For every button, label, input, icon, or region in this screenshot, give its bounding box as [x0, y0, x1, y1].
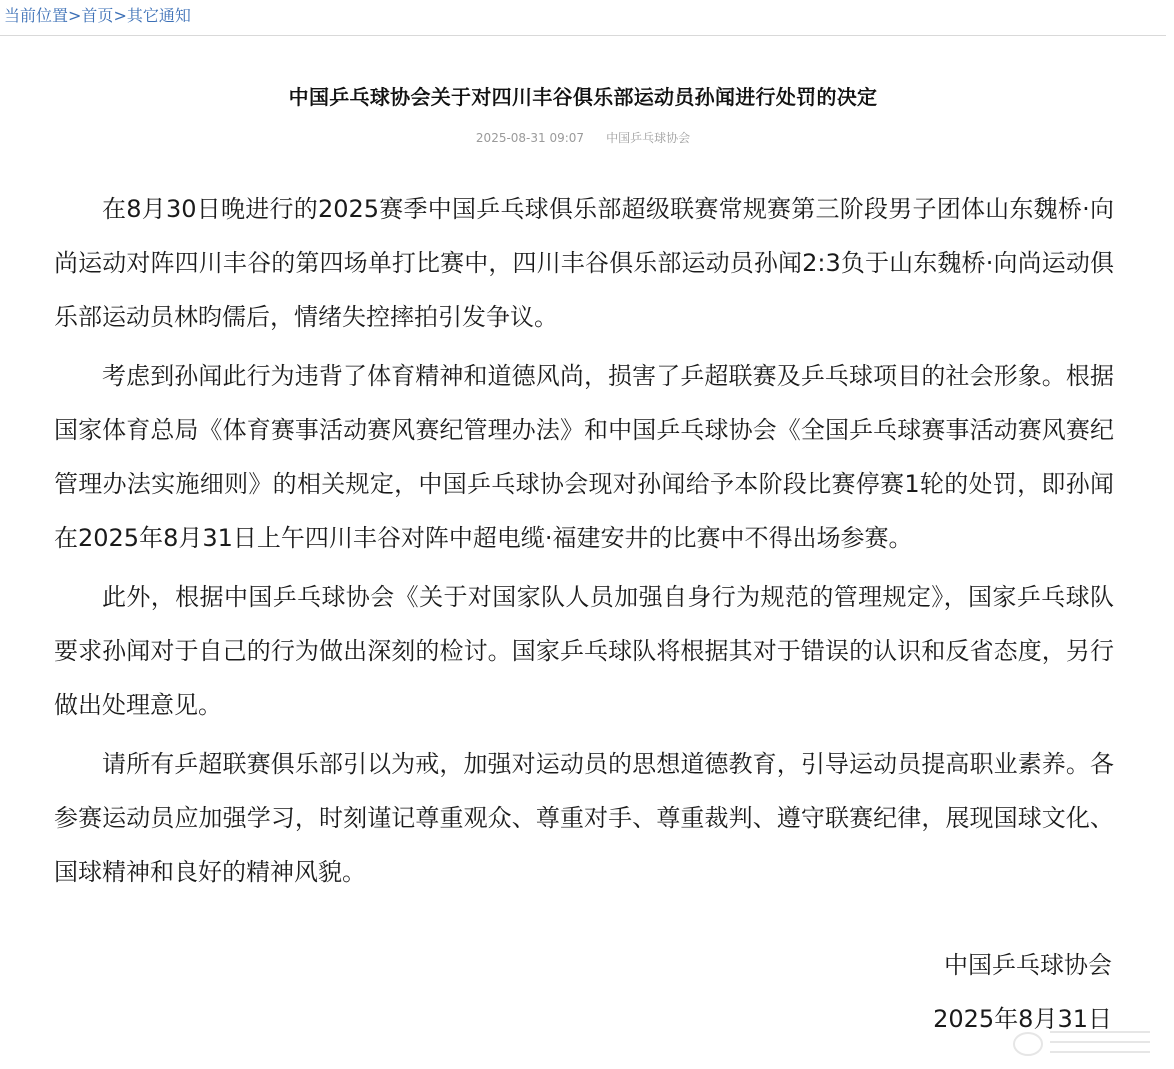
article-title: 中国乒乓球协会关于对四川丰谷俱乐部运动员孙闻进行处罚的决定: [288, 85, 878, 109]
breadcrumb-link-home[interactable]: 首页: [81, 6, 114, 25]
breadcrumb: [0, 0, 1166, 36]
breadcrumb-link-other-notices[interactable]: 其它通知: [126, 6, 191, 25]
breadcrumb-separator: >: [113, 6, 127, 25]
article-datetime: 2025-08-31 09:07: [475, 131, 585, 145]
article-paragraph: 考虑到孙闻此行为违背了体育精神和道德风尚，损害了乒超联赛及乒乓球项目的社会形象。根据国家体育总局《体育赛事活动赛风赛纪管理办法》和中国乒乓球协会《全国乒乓球赛事活动赛风赛纪管理办法实施细则》的相关规定，中国乒乓球协会现对孙闻给予本阶段比赛停赛1轮的处罚，即孙闻在2025年8月31日上午四川丰谷对阵中超电缆·福建安井的比赛中不得出场参赛。: [54, 362, 1114, 552]
breadcrumb-prefix: 当前位置: [4, 6, 69, 25]
article-paragraph: 此外，根据中国乒乓球协会《关于对国家队人员加强自身行为规范的管理规定》，国家乒乓球队要求孙闻对于自己的行为做出深刻的检讨。国家乒乓球队将根据其对于错误的认识和反省态度，另行做出处理意见。: [54, 583, 1114, 719]
article-meta: [0, 129, 1166, 147]
watermark-logo-icon: [1010, 1022, 1160, 1062]
breadcrumb-separator: >: [68, 6, 82, 25]
article-body: [54, 182, 1114, 904]
article-paragraph: 请所有乒超联赛俱乐部引以为戒，加强对运动员的思想道德教育，引导运动员提高职业素养。各参赛运动员应加强学习，时刻谨记尊重观众、尊重对手、尊重裁判、遵守联赛纪律，展现国球文化、国球精神和良好的精神风貌。: [54, 750, 1114, 886]
article-paragraph: 在8月30日晚进行的2025赛季中国乒乓球俱乐部超级联赛常规赛第三阶段男子团体山东魏桥·向尚运动对阵四川丰谷的第四场单打比赛中，四川丰谷俱乐部运动员孙闻2:3负于山东魏桥·向尚运动俱乐部运动员林昀儒后，情绪失控摔拍引发争议。: [54, 195, 1114, 331]
article-source: 中国乒乓球协会: [606, 131, 691, 145]
signature-organization: 中国乒乓球协会: [944, 951, 1112, 979]
signature-date: 2025年8月31日: [933, 1005, 1112, 1033]
